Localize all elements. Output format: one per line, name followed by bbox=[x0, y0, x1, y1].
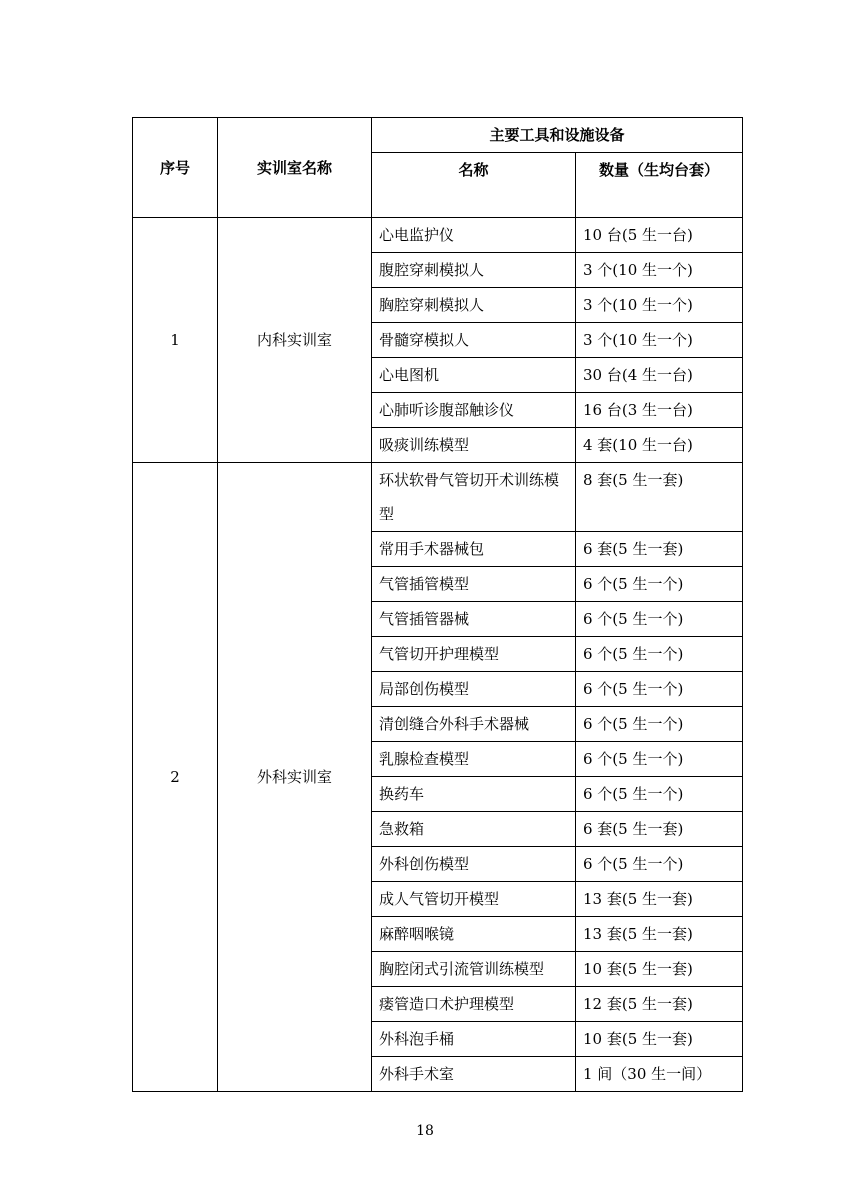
item-quantity-cell: 6 套(5 生一套) bbox=[576, 812, 743, 847]
seq-cell: 2 bbox=[133, 463, 218, 1092]
item-quantity-cell: 10 台(5 生一台) bbox=[576, 218, 743, 253]
item-quantity-cell: 6 个(5 生一个) bbox=[576, 707, 743, 742]
item-name-cell: 心电监护仪 bbox=[372, 218, 576, 253]
item-quantity-cell: 6 个(5 生一个) bbox=[576, 847, 743, 882]
header-quantity: 数量（生均台套） bbox=[576, 153, 743, 218]
item-name-cell: 换药车 bbox=[372, 777, 576, 812]
item-quantity-cell: 6 个(5 生一个) bbox=[576, 672, 743, 707]
item-quantity-cell: 1 间（30 生一间） bbox=[576, 1057, 743, 1092]
table-row bbox=[133, 463, 743, 532]
item-name-cell: 乳腺检查模型 bbox=[372, 742, 576, 777]
item-name-cell: 胸腔闭式引流管训练模型 bbox=[372, 952, 576, 987]
item-quantity-cell: 8 套(5 生一套) bbox=[576, 463, 743, 532]
item-name-cell: 外科泡手桶 bbox=[372, 1022, 576, 1057]
item-name-cell: 常用手术器械包 bbox=[372, 532, 576, 567]
item-name-cell: 急救箱 bbox=[372, 812, 576, 847]
item-quantity-cell: 16 台(3 生一台) bbox=[576, 393, 743, 428]
item-quantity-cell: 10 套(5 生一套) bbox=[576, 1022, 743, 1057]
item-quantity-cell: 10 套(5 生一套) bbox=[576, 952, 743, 987]
item-quantity-cell: 6 个(5 生一个) bbox=[576, 637, 743, 672]
header-room-name: 实训室名称 bbox=[218, 118, 372, 218]
table-row bbox=[133, 218, 743, 253]
item-name-cell: 成人气管切开模型 bbox=[372, 882, 576, 917]
equipment-table bbox=[132, 117, 743, 1092]
item-quantity-cell: 6 个(5 生一个) bbox=[576, 777, 743, 812]
item-name-cell: 心肺听诊腹部触诊仪 bbox=[372, 393, 576, 428]
item-name-cell: 骨髓穿模拟人 bbox=[372, 323, 576, 358]
seq-cell: 1 bbox=[133, 218, 218, 463]
item-quantity-cell: 12 套(5 生一套) bbox=[576, 987, 743, 1022]
table-body bbox=[133, 218, 743, 1092]
item-name-cell: 气管插管器械 bbox=[372, 602, 576, 637]
item-quantity-cell: 13 套(5 生一套) bbox=[576, 917, 743, 952]
item-quantity-cell: 6 套(5 生一套) bbox=[576, 532, 743, 567]
header-seq: 序号 bbox=[133, 118, 218, 218]
item-quantity-cell: 30 台(4 生一台) bbox=[576, 358, 743, 393]
item-name-cell: 心电图机 bbox=[372, 358, 576, 393]
item-name-cell: 外科手术室 bbox=[372, 1057, 576, 1092]
item-name-cell: 清创缝合外科手术器械 bbox=[372, 707, 576, 742]
item-name-cell: 胸腔穿刺模拟人 bbox=[372, 288, 576, 323]
room-name-cell: 内科实训室 bbox=[218, 218, 372, 463]
item-name-cell: 外科创伤模型 bbox=[372, 847, 576, 882]
item-name-cell: 吸痰训练模型 bbox=[372, 428, 576, 463]
item-quantity-cell: 6 个(5 生一个) bbox=[576, 567, 743, 602]
item-name-cell: 环状软骨气管切开术训练模型 bbox=[372, 463, 576, 532]
room-name-cell: 外科实训室 bbox=[218, 463, 372, 1092]
item-quantity-cell: 6 个(5 生一个) bbox=[576, 602, 743, 637]
header-item-name: 名称 bbox=[372, 153, 576, 218]
item-quantity-cell: 13 套(5 生一套) bbox=[576, 882, 743, 917]
item-name-cell: 瘘管造口术护理模型 bbox=[372, 987, 576, 1022]
item-quantity-cell: 4 套(10 生一台) bbox=[576, 428, 743, 463]
item-quantity-cell: 3 个(10 生一个) bbox=[576, 288, 743, 323]
header-equipment-group: 主要工具和设施设备 bbox=[372, 118, 743, 153]
item-name-cell: 气管切开护理模型 bbox=[372, 637, 576, 672]
item-quantity-cell: 3 个(10 生一个) bbox=[576, 323, 743, 358]
item-name-cell: 麻醉咽喉镜 bbox=[372, 917, 576, 952]
item-name-cell: 气管插管模型 bbox=[372, 567, 576, 602]
item-quantity-cell: 6 个(5 生一个) bbox=[576, 742, 743, 777]
item-name-cell: 腹腔穿刺模拟人 bbox=[372, 253, 576, 288]
item-quantity-cell: 3 个(10 生一个) bbox=[576, 253, 743, 288]
item-name-cell: 局部创伤模型 bbox=[372, 672, 576, 707]
page-number: 18 bbox=[416, 1123, 434, 1139]
